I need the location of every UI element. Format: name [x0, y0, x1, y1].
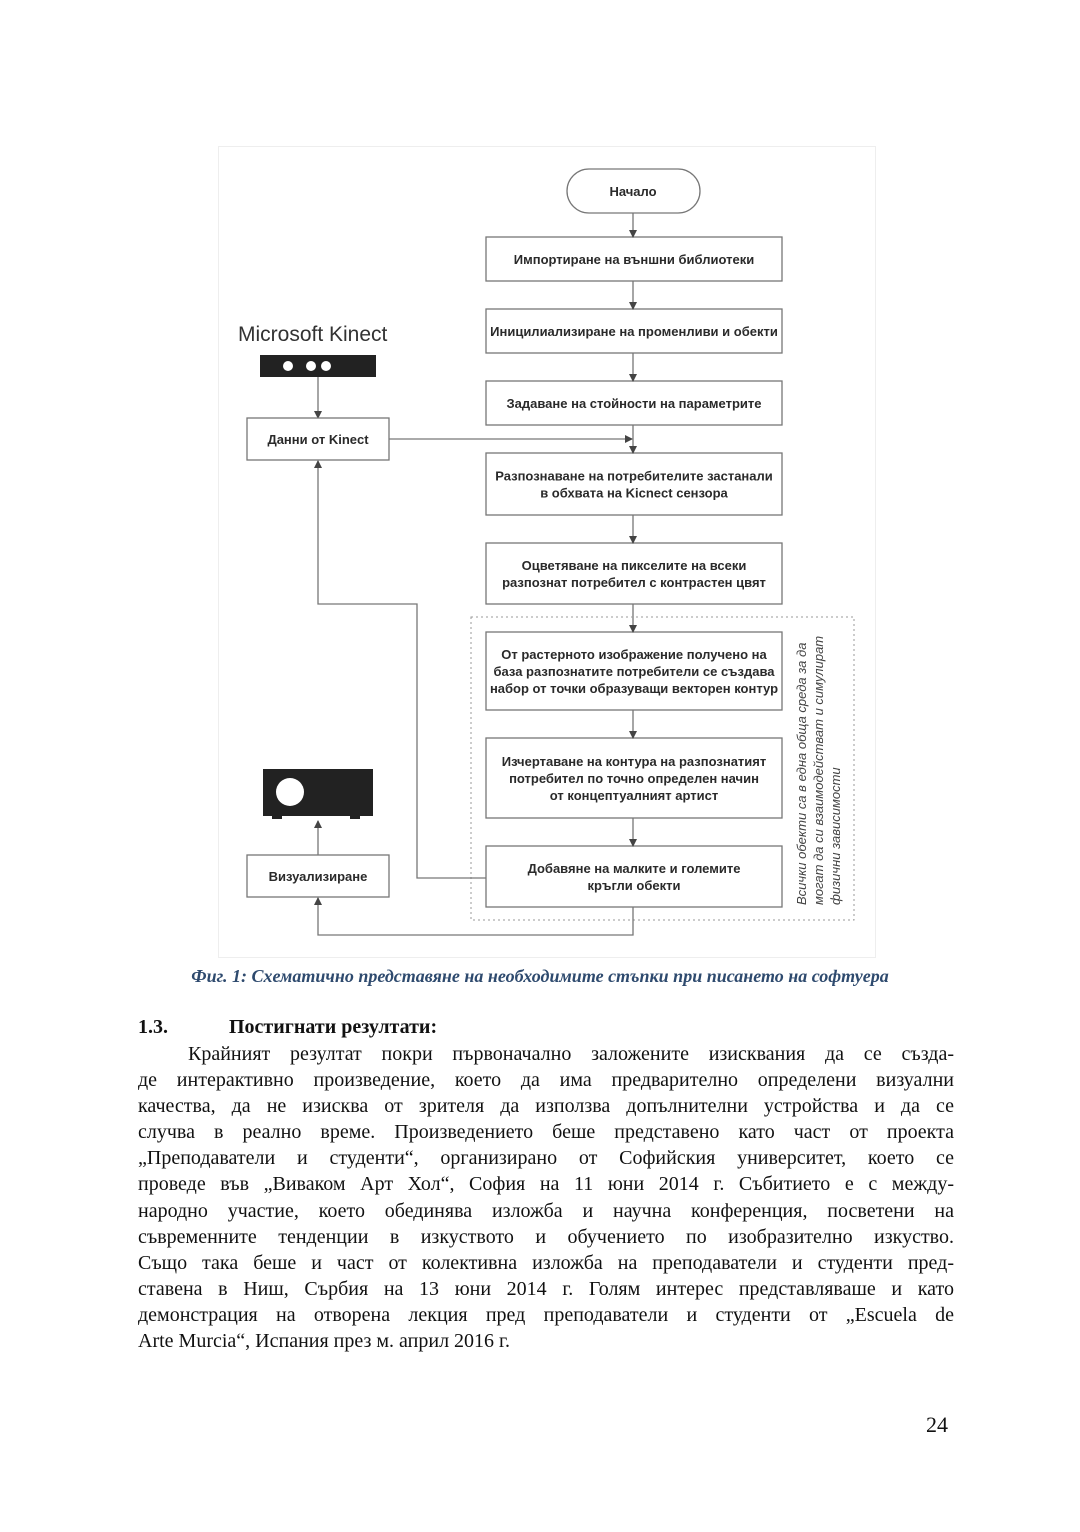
flow-step-label: кръгли обекти [587, 878, 681, 893]
paragraph-line: Arte Murcia“, Испания през м. април 2016 г. [138, 1330, 511, 1353]
kinect-title: Microsoft Kinect [238, 323, 388, 346]
projector-icon [263, 769, 373, 819]
flow-step-label: потребител по точно определен начин [509, 771, 759, 786]
side-note [794, 636, 843, 905]
paragraph-line: ставена в Ниш, Сърбия на 13 юни 2014 г. Голям интерес представляваше и като [138, 1277, 954, 1300]
flow-step-8 [486, 846, 782, 907]
side-note-line-2: могат да си взаимодействат и симулират [811, 635, 826, 905]
flow-step-label: Оцветяване на пикселите на всеки [521, 558, 747, 573]
page-number: 24 [926, 1412, 948, 1437]
flow-step-label: база разпознатите потребители се създава [493, 664, 775, 679]
flow-step-label: От растерното изображение получено на [501, 647, 767, 662]
paragraph-line: народно участие, което обединява изложба и научна конференция, посветени на [138, 1199, 954, 1222]
paragraph-line: съвременните тенденции в изкуството и обучението по изобразително изкуство. [138, 1225, 954, 1248]
flow-step-box [486, 543, 782, 604]
flow-step-label: Изчертаване на контура на разпознатият [501, 754, 767, 769]
paragraph-line: Също така беше и част от колективна изложба на преподаватели и студенти пред- [138, 1251, 954, 1274]
figure-caption: Фиг. 1: Схематично представяне на необходимите стъпки при писането на софтуера [191, 966, 889, 986]
paragraph-line: демонстрация на отворена лекция пред преподаватели и студенти от „Escuela de [138, 1303, 954, 1326]
visualize-label: Визуализиране [268, 869, 368, 884]
flow-step-label: Импортиране на външни библиотеки [513, 252, 755, 267]
section-title: Постигнати резултати: [229, 1016, 438, 1038]
start-label: Начало [609, 184, 657, 199]
flow-step-label: Добавяне на малките и големите [527, 861, 741, 876]
flow-step-3 [486, 381, 782, 425]
paragraph-line: Крайният резултат покри първоначално заложените изисквания да се създа- [188, 1043, 954, 1065]
paragraph-line: де интерактивно произведение, което да има предварително определени визуални [138, 1069, 954, 1092]
kinect-sensor-icon [260, 355, 376, 377]
flow-step-6 [486, 632, 782, 710]
steps-group [486, 237, 782, 907]
flow-step-label: Задаване на стойности на параметрите [506, 396, 762, 411]
flow-step-5 [486, 543, 782, 604]
paragraph-line: качества, да не изисква от зрителя да използва допълнителни устройства и да се [138, 1095, 954, 1118]
section-number: 1.3. [138, 1016, 168, 1038]
flow-step-box [486, 453, 782, 515]
flow-step-label: Разпознаване на потребителите застанали [495, 468, 773, 484]
flow-step-2 [486, 309, 782, 353]
flow-step-label: разпознат потребител с контрастен цвят [502, 575, 766, 590]
flow-step-label: набор от точки образуващи векторен контур [489, 681, 779, 696]
flow-step-label: Иницилиализиране на променливи и обекти [490, 324, 778, 339]
flow-step-label: в обхвата на Kicnect сензора [540, 485, 728, 501]
flow-step-box [486, 846, 782, 907]
paragraph-line: „Преподаватели и студенти“, организирано от Софийския университет, което се [138, 1147, 954, 1170]
flow-step-1 [486, 237, 782, 281]
visualize-node [247, 855, 389, 897]
start-node [567, 169, 700, 213]
flow-step-label: от концептуалният артист [549, 788, 719, 803]
body-paragraph [138, 1041, 954, 1354]
flow-step-4 [486, 453, 782, 515]
side-note-line-1: Всички обекти са в една обща среда за да [794, 642, 809, 905]
section-heading [138, 1016, 437, 1039]
kinect-data-label: Данни от Kinect [267, 432, 369, 447]
paragraph-line: случва в реално време. Произведението беше представено като част от проекта [138, 1121, 954, 1144]
flow-step-7 [486, 738, 782, 818]
side-note-line-3: физични зависимости [828, 767, 843, 905]
kinect-data-node [247, 418, 389, 460]
paragraph-line: проведе във „Виваком Арт Хол“, София на 11 юни 2014 г. Събитието е с между- [138, 1173, 954, 1196]
